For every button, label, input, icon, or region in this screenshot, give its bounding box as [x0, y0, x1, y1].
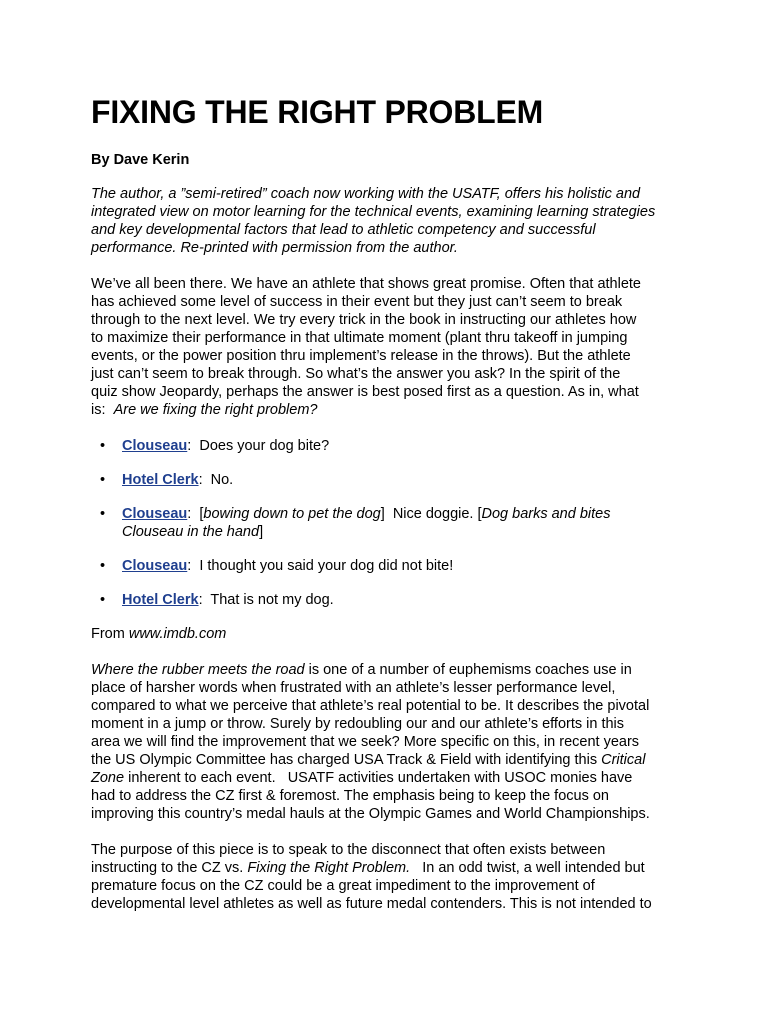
bullet-icon: •	[100, 592, 106, 608]
intro-paragraph	[91, 185, 691, 257]
paragraph-text: the US Olympic Committee has charged USA Track & Field with identifying this	[91, 752, 602, 768]
dialogue-item	[91, 437, 691, 455]
paragraph-line: events, or the power position thru implement’s release in the throws). But the athlete	[91, 348, 631, 364]
key-question: Are we fixing the right problem?	[113, 402, 318, 418]
speaker-link[interactable]: Clouseau	[122, 506, 188, 522]
paragraph-text: instructing to the CZ vs.	[91, 860, 248, 876]
body-paragraph-2	[91, 661, 691, 823]
paragraph-line: improving this country’s medal hauls at the Olympic Games and World Championships.	[91, 806, 650, 822]
dialogue-text: ] Nice doggie. [	[380, 506, 482, 522]
paragraph-line	[91, 769, 691, 787]
stage-direction: Clouseau in the hand	[122, 524, 260, 540]
dialogue-text: : I thought you said your dog did not bite!	[187, 558, 454, 574]
paragraph-line: quiz show Jeopardy, perhaps the answer is best posed first as a question. As in, what	[91, 384, 639, 400]
dialogue-item	[91, 471, 691, 489]
dialogue-item	[91, 591, 691, 609]
bullet-icon: •	[100, 558, 106, 574]
article-title: FIXING THE RIGHT PROBLEM	[91, 94, 544, 130]
paragraph-line: developmental level athletes as well as future medal contenders. This is not intended to	[91, 896, 652, 912]
paragraph-line: had to address the CZ first & foremost. The emphasis being to keep the focus on	[91, 788, 609, 804]
dialogue-text: : Does your dog bite?	[187, 438, 330, 454]
source-site: www.imdb.com	[128, 626, 227, 642]
paragraph-text: inherent to each event. USATF activities undertaken with USOC monies have	[124, 770, 633, 786]
paragraph-line	[91, 859, 691, 877]
bullet-icon: •	[100, 472, 106, 488]
paragraph-line: through to the next level. We try every trick in the book in instructing our athletes how	[91, 312, 637, 328]
paragraph-line	[91, 401, 691, 419]
paragraph-text: is:	[91, 402, 114, 418]
paragraph-line: premature focus on the CZ could be a great impediment to the improvement of	[91, 878, 595, 894]
dialogue-item	[91, 557, 691, 575]
paragraph-line: to maximize their performance in that ultimate moment (plant thru takeoff in jumping	[91, 330, 628, 346]
stage-direction: Dog barks and bites	[481, 506, 611, 522]
paragraph-text: is one of a number of euphemisms coaches use in	[304, 662, 632, 678]
author-byline: By Dave Kerin	[91, 152, 190, 168]
bullet-icon: •	[100, 438, 106, 454]
paragraph-line: moment in a jump or throw. Surely by redoubling our and our athlete’s efforts in this	[91, 716, 625, 732]
dialogue-line	[122, 523, 691, 541]
bullet-icon: •	[100, 506, 106, 522]
critical-zone-term: Zone	[91, 770, 125, 786]
speaker-link[interactable]: Hotel Clerk	[122, 472, 199, 488]
dialogue-text: ]	[259, 524, 264, 540]
intro-line: integrated view on motor learning for the technical events, examining learning strategies	[91, 204, 656, 220]
source-citation	[91, 625, 691, 643]
body-paragraph-1	[91, 275, 691, 419]
paragraph-line: area we will find the improvement that we seek? More specific on this, in recent years	[91, 734, 640, 750]
paragraph-line	[91, 751, 691, 769]
dialogue-text: : [	[187, 506, 204, 522]
speaker-link[interactable]: Clouseau	[122, 558, 188, 574]
article-title-reference: Fixing the Right Problem.	[247, 860, 411, 876]
intro-line: and key developmental factors that lead to athletic competency and successful	[91, 222, 596, 238]
intro-line: The author, a ”semi-retired” coach now working with the USATF, offers his holistic and	[91, 186, 641, 202]
paragraph-line: We’ve all been there. We have an athlete that shows great promise. Often that athlete	[91, 276, 641, 292]
dialogue-text: : No.	[198, 472, 234, 488]
paragraph-line: has achieved some level of success in their event but they just can’t seem to break	[91, 294, 623, 310]
speaker-link[interactable]: Clouseau	[122, 438, 188, 454]
paragraph-text: In an odd twist, a well intended but	[410, 860, 645, 876]
paragraph-line: just can’t seem to break through. So what’s the answer you ask? In the spirit of the	[91, 366, 621, 382]
paragraph-line: place of harsher words when frustrated with an athlete’s lesser performance level,	[91, 680, 616, 696]
dialogue-item	[91, 505, 691, 541]
body-paragraph-3	[91, 841, 691, 913]
stage-direction: bowing down to pet the dog	[203, 506, 381, 522]
euphemism-phrase: Where the rubber meets the road	[91, 662, 305, 678]
paragraph-line: The purpose of this piece is to speak to the disconnect that often exists between	[91, 842, 606, 858]
source-prefix: From	[91, 626, 129, 642]
dialogue-line	[122, 505, 691, 523]
intro-line: performance. Re-printed with permission from the author.	[91, 240, 458, 256]
paragraph-line	[91, 661, 691, 679]
speaker-link[interactable]: Hotel Clerk	[122, 592, 199, 608]
dialogue-text: : That is not my dog.	[198, 592, 334, 608]
article	[91, 93, 691, 913]
paragraph-line: compared to what we perceive that athlete’s real potential to be. It describes the pivotal	[91, 698, 650, 714]
dialogue-list	[91, 437, 691, 609]
critical-zone-term: Critical	[601, 752, 646, 768]
